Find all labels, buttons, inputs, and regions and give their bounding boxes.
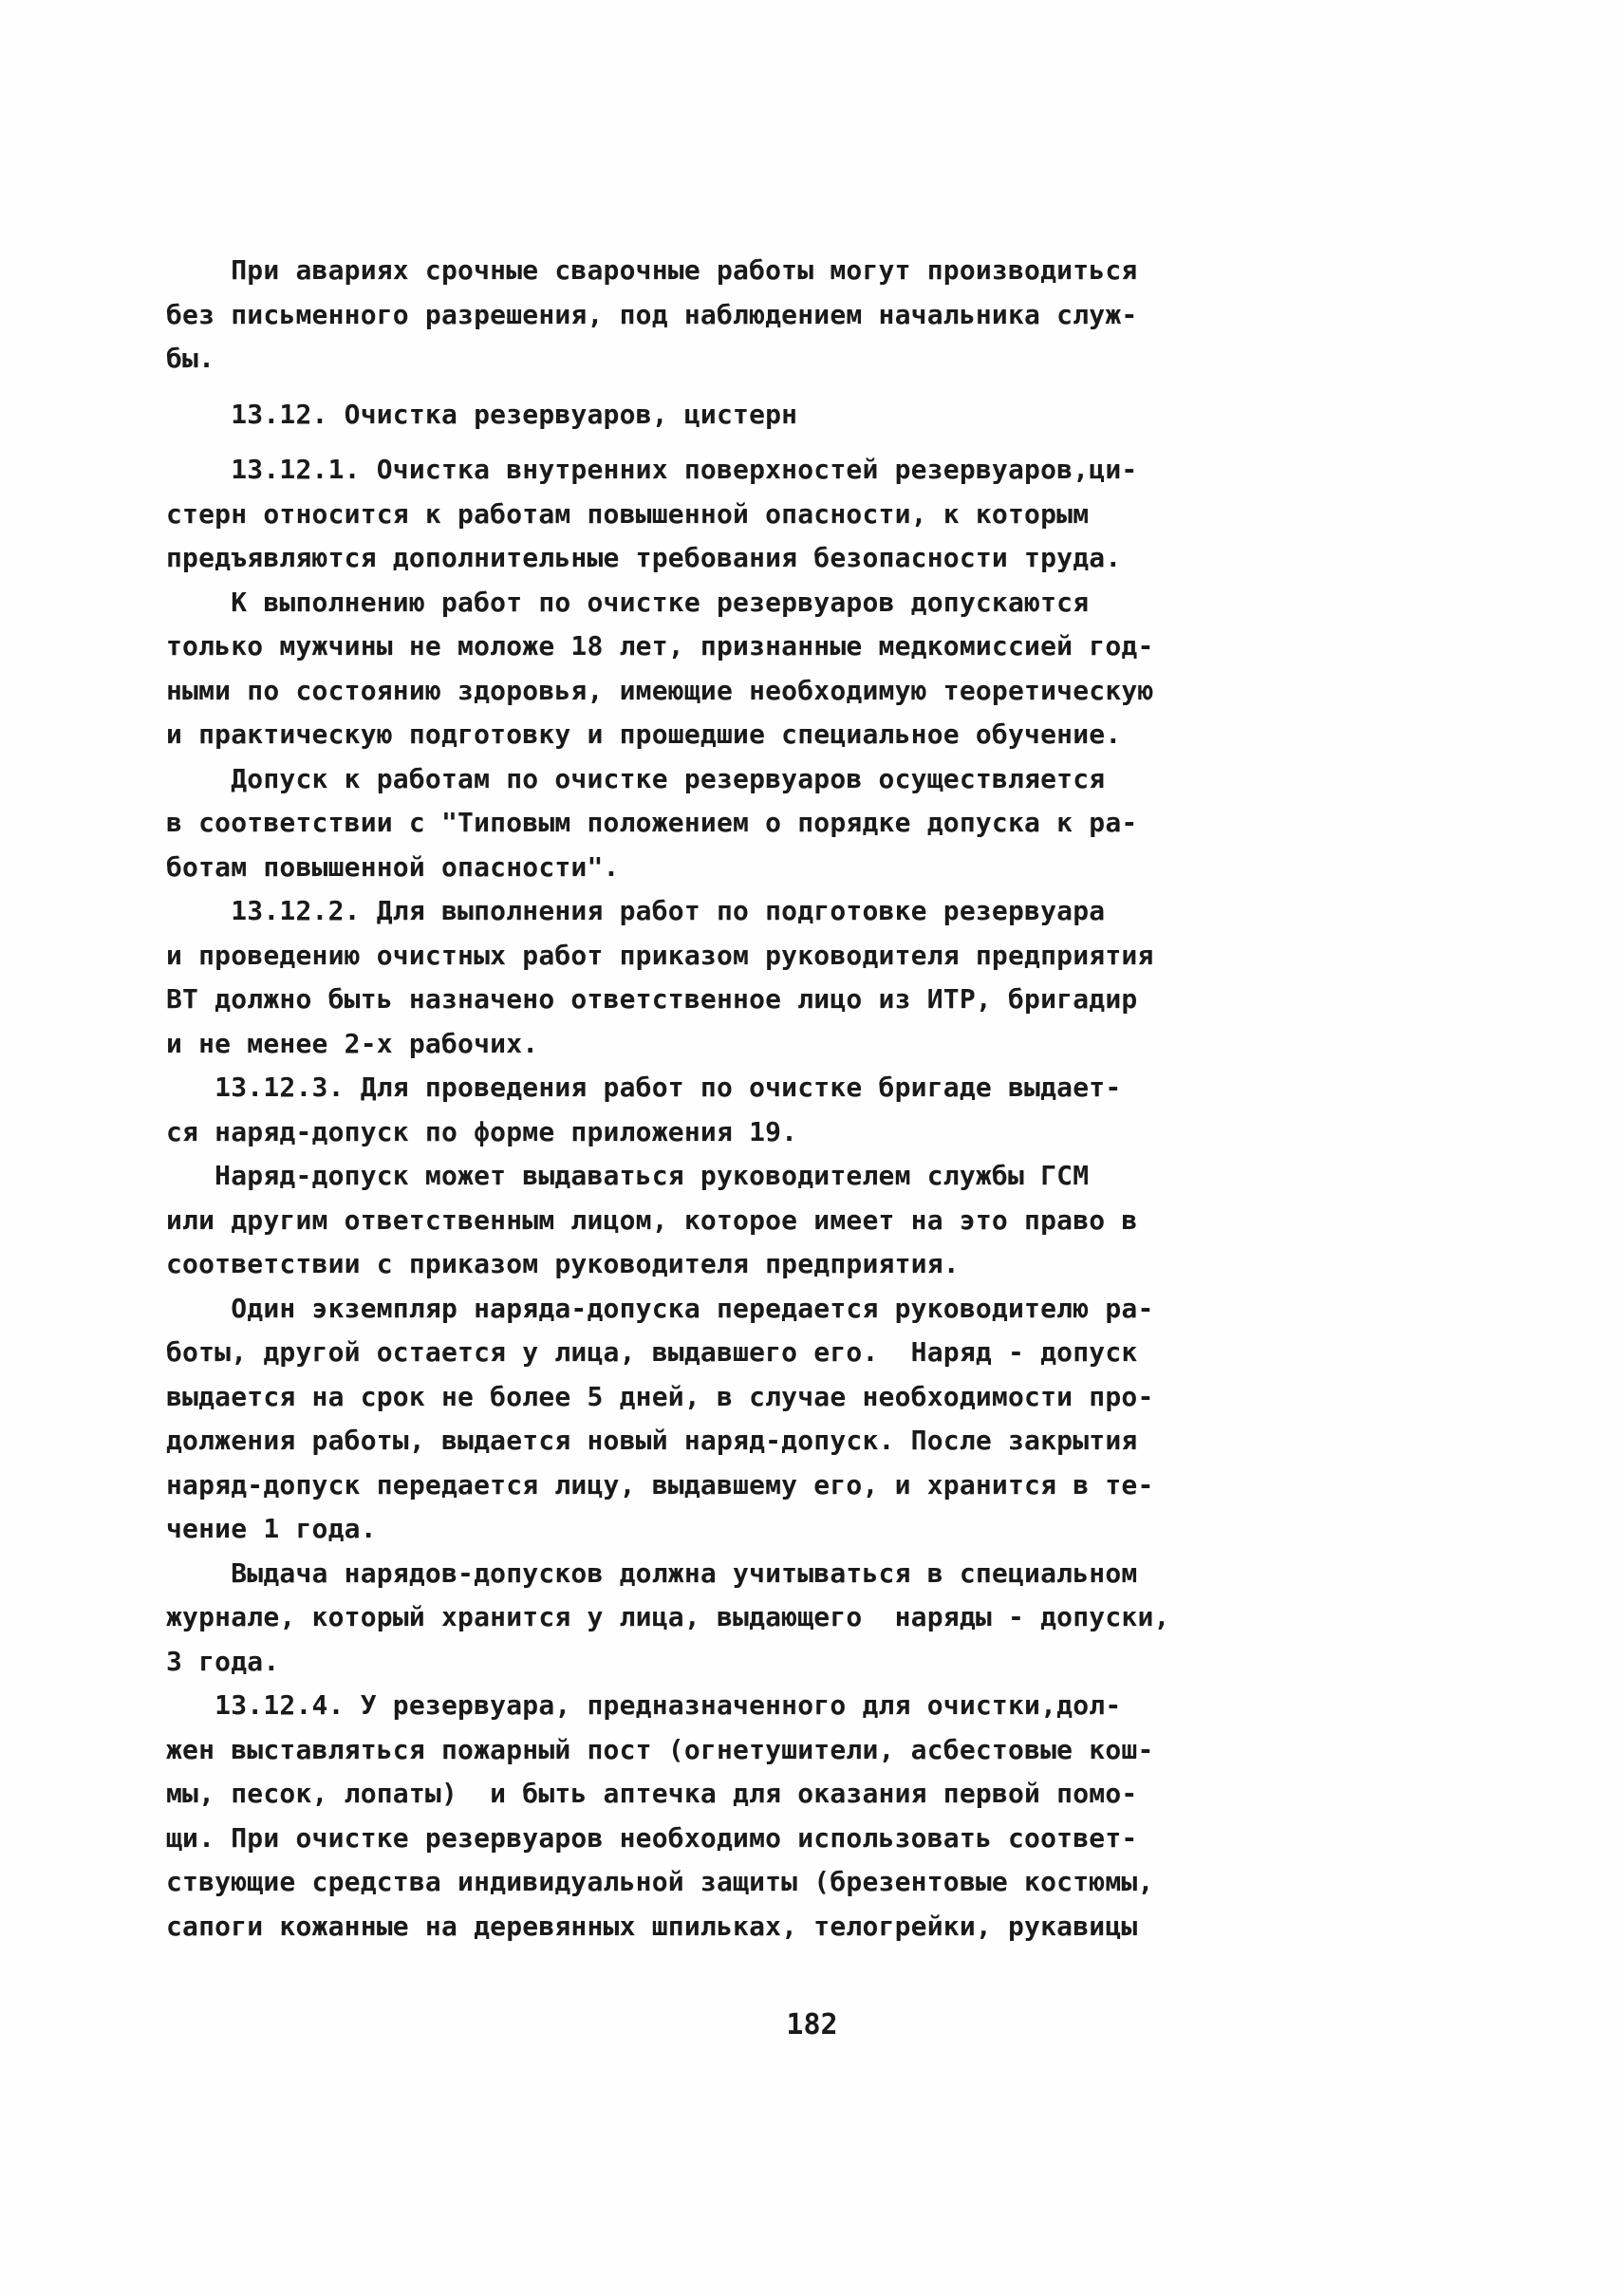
text-line: 13.12.4. У резервуара, предназначенного для очистки,дол- [166,1689,1122,1721]
text-line: жен выставляться пожарный пост (огнетушители, асбестовые кош- [166,1733,1154,1765]
text-line: в соответствии с "Типовым положением о порядке допуска к ра- [166,807,1138,838]
text-line: и не менее 2-х рабочих. [166,1027,539,1059]
text-line: ся наряд-допуск по форме приложения 19. [166,1115,798,1147]
text-line: Допуск к работам по очистке резервуаров осуществляется [166,762,1106,794]
text-line: При авариях срочные сварочные работы могут производиться [166,254,1138,286]
text-line: Наряд-допуск может выдаваться руководителем службы ГСМ [166,1160,1090,1191]
text-line: должения работы, выдается новый наряд-допуск. После закрытия [166,1425,1138,1456]
page-number: 182 [786,2008,838,2041]
text-line: бы. [166,343,215,374]
text-line: соответствии с приказом руководителя предприятия. [166,1248,960,1279]
text-line: сапоги кожанные на деревянных шпильках, телогрейки, рукавицы [166,1910,1138,1942]
text-line: и проведению очистных работ приказом руководителя предприятия [166,939,1154,971]
text-line: наряд-допуск передается лицу, выдавшему его, и хранится в те- [166,1468,1154,1501]
text-line: предъявляются дополнительные требования безопасности труда. [166,542,1122,573]
text-line: К выполнению работ по очистке резервуаров допускаются [166,586,1090,618]
text-line: только мужчины не моложе 18 лет, признанные медкомиссией год- [166,630,1154,662]
text-line: ботам повышенной опасности". [166,850,620,883]
text-line: ВТ должно быть назначено ответственное лицо из ИТР, бригадир [166,983,1138,1015]
text-line: и практическую подготовку и прошедшие специальное обучение. [166,718,1122,750]
text-line: стерн относится к работам повышенной опасности, к которым [166,497,1090,530]
text-line: журнале, который хранится у лица, выдающего наряды - допуски, [166,1601,1170,1632]
text-line: выдается на срок не более 5 дней, в случае необходимости про- [166,1380,1154,1412]
text-line: ными по состоянию здоровья, имеющие необходимую теоретическую [166,674,1154,706]
text-line: ствующие средства индивидуальной защиты (брезентовые костюмы, [166,1866,1154,1897]
text-line: боты, другой остается у лица, выдавшего его. Наряд - допуск [166,1336,1138,1368]
text-line: 3 года. [166,1645,280,1677]
text-line: щи. При очистке резервуаров необходимо использовать соответ- [166,1821,1138,1854]
text-line: 13.12.3. Для проведения работ по очистке бригаде выдает- [166,1072,1122,1103]
section-heading: 13.12. Очистка резервуаров, цистерн [166,398,798,430]
text-line: 13.12.2. Для выполнения работ по подготовке резервуара [166,895,1106,926]
text-line: без письменного разрешения, под наблюдением начальника служ- [166,298,1138,330]
text-line: чение 1 года. [166,1513,377,1544]
text-line: 13.12.1. Очистка внутренних поверхностей резервуаров,ци- [166,454,1138,485]
body-text [166,249,1286,1948]
text-line: Выдача нарядов-допусков должна учитываться в специальном [166,1557,1138,1589]
text-line: мы, песок, лопаты) и быть аптечка для оказания первой помо- [166,1778,1138,1809]
text-line: Один экземпляр наряда-допуска передается руководителю ра- [166,1292,1154,1324]
text-line: или другим ответственным лицом, которое имеет на это право в [166,1203,1138,1236]
